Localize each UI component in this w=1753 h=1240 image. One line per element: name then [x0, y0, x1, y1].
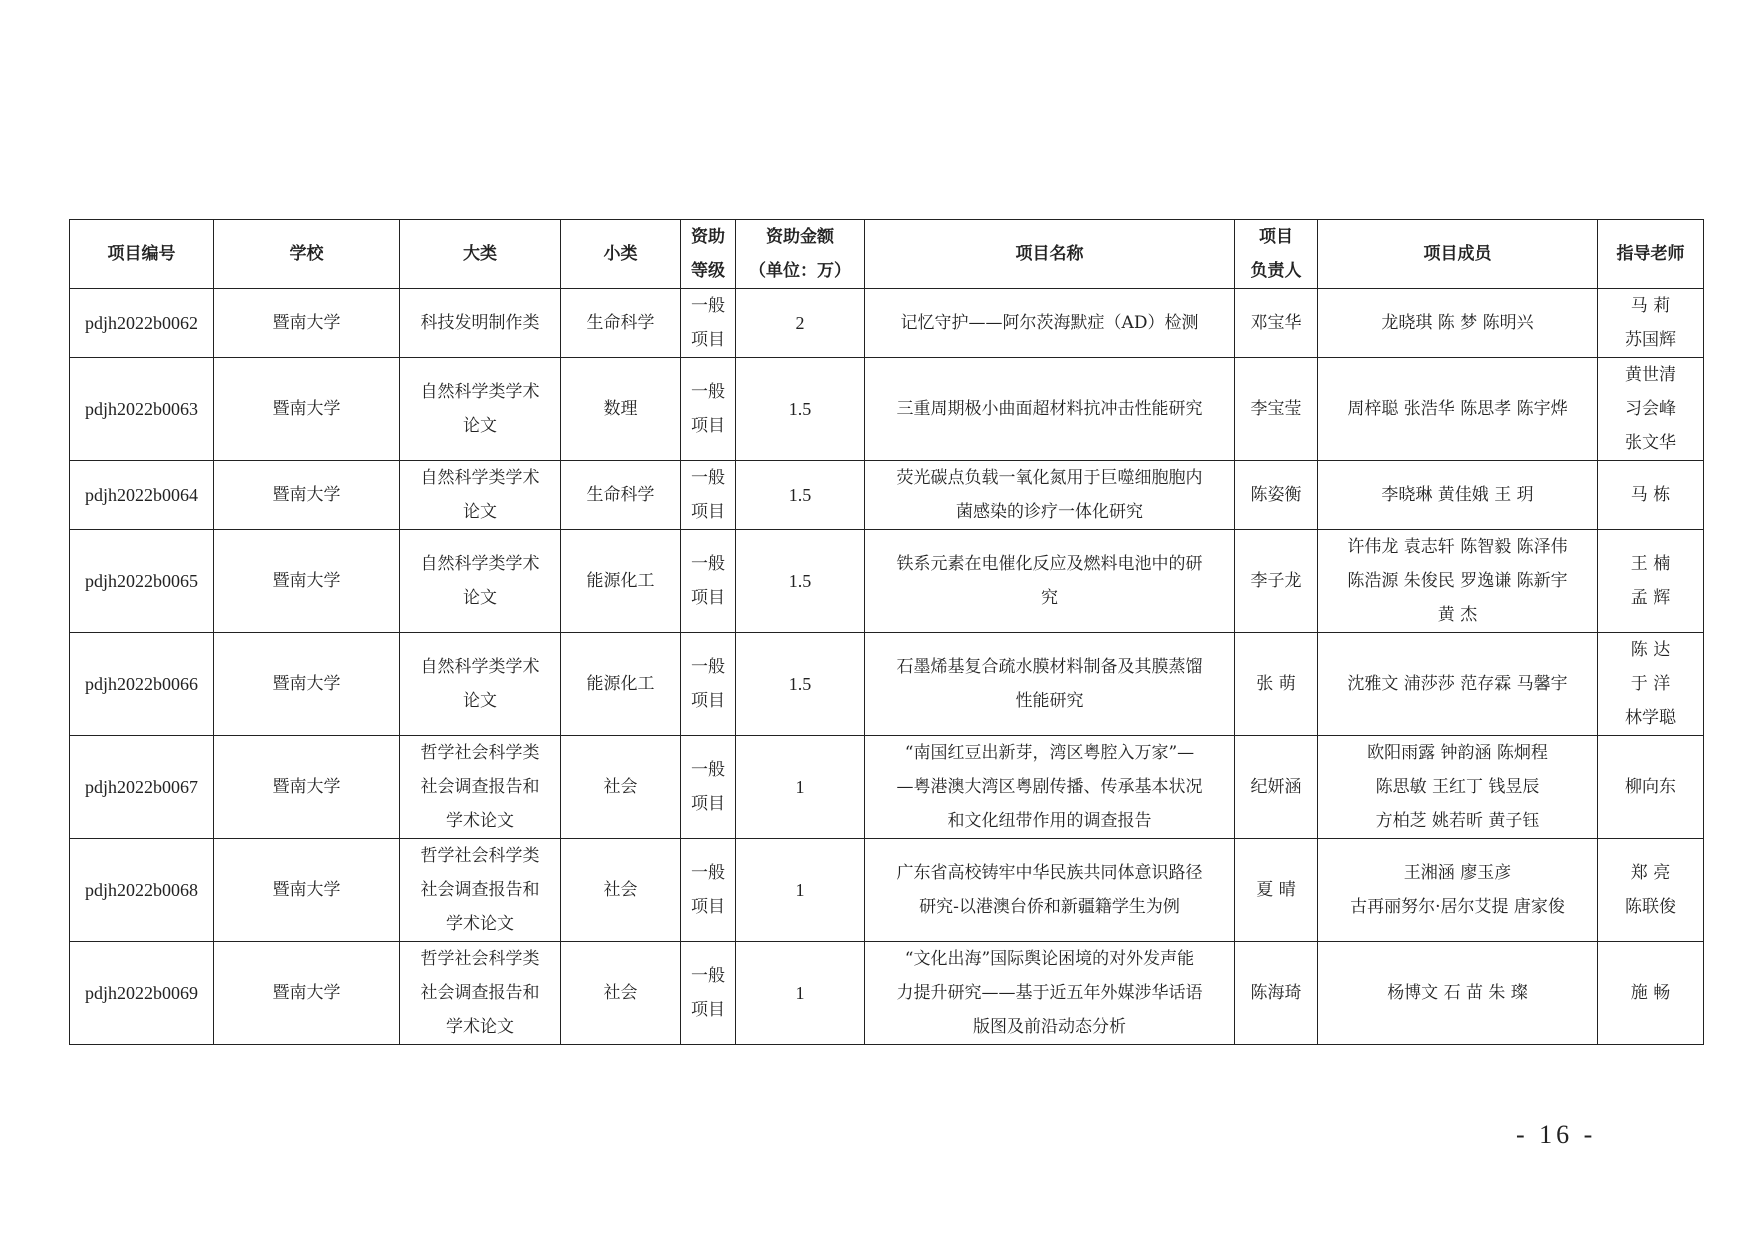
cell-subcategory: 社会 — [561, 736, 681, 839]
table-row — [70, 358, 1704, 461]
header-project-name: 项目名称 — [865, 220, 1235, 289]
cell-school: 暨南大学 — [214, 289, 400, 358]
cell-project-members: 沈雅文 浦莎莎 范存霖 马馨宇 — [1318, 633, 1598, 736]
cell-category: 科技发明制作类 — [400, 289, 561, 358]
cell-subcategory: 能源化工 — [561, 633, 681, 736]
cell-project-code: pdjh2022b0063 — [70, 358, 214, 461]
cell-funding-level: 一般 项目 — [681, 461, 736, 530]
cell-funding-level: 一般 项目 — [681, 839, 736, 942]
header-funding-level: 资助 等级 — [681, 220, 736, 289]
cell-category: 自然科学类学术 论文 — [400, 461, 561, 530]
page-number: - 16 - — [1516, 1120, 1597, 1149]
table-header-row — [70, 220, 1704, 289]
table-row — [70, 942, 1704, 1045]
grant-project-table — [69, 219, 1704, 1045]
cell-school: 暨南大学 — [214, 942, 400, 1045]
cell-project-leader: 陈姿衡 — [1235, 461, 1318, 530]
cell-project-members: 周梓聪 张浩华 陈思孝 陈宇烨 — [1318, 358, 1598, 461]
cell-category: 哲学社会科学类 社会调查报告和 学术论文 — [400, 839, 561, 942]
cell-school: 暨南大学 — [214, 461, 400, 530]
cell-project-members: 欧阳雨露 钟韵涵 陈炯程 陈思敏 王红丁 钱昱辰 方柏芝 姚若昕 黄子钰 — [1318, 736, 1598, 839]
cell-project-name: “文化出海”国际舆论困境的对外发声能 力提升研究——基于近五年外媒涉华话语 版图及前沿动态分析 — [865, 942, 1235, 1045]
cell-funding-amount: 1 — [736, 942, 865, 1045]
header-project-members: 项目成员 — [1318, 220, 1598, 289]
cell-project-name: “南国红豆出新芽，湾区粤腔入万家”— —粤港澳大湾区粤剧传播、传承基本状况 和文化纽带作用的调查报告 — [865, 736, 1235, 839]
cell-project-leader: 纪妍涵 — [1235, 736, 1318, 839]
header-advisor: 指导老师 — [1598, 220, 1704, 289]
cell-project-code: pdjh2022b0068 — [70, 839, 214, 942]
cell-project-members: 李晓琳 黄佳娥 王 玥 — [1318, 461, 1598, 530]
cell-advisor: 马 栋 — [1598, 461, 1704, 530]
cell-school: 暨南大学 — [214, 530, 400, 633]
cell-funding-level: 一般 项目 — [681, 736, 736, 839]
cell-subcategory: 社会 — [561, 942, 681, 1045]
cell-funding-level: 一般 项目 — [681, 289, 736, 358]
cell-project-members: 许伟龙 袁志轩 陈智毅 陈泽伟 陈浩源 朱俊民 罗逸谦 陈新宇 黄 杰 — [1318, 530, 1598, 633]
cell-advisor: 王 楠 孟 辉 — [1598, 530, 1704, 633]
cell-funding-amount: 2 — [736, 289, 865, 358]
cell-project-members: 龙晓琪 陈 梦 陈明兴 — [1318, 289, 1598, 358]
cell-project-name: 广东省高校铸牢中华民族共同体意识路径 研究-以港澳台侨和新疆籍学生为例 — [865, 839, 1235, 942]
table-row — [70, 839, 1704, 942]
cell-advisor: 黄世清 习会峰 张文华 — [1598, 358, 1704, 461]
cell-category: 哲学社会科学类 社会调查报告和 学术论文 — [400, 942, 561, 1045]
cell-advisor: 施 畅 — [1598, 942, 1704, 1045]
cell-project-members: 王湘涵 廖玉彦 古再丽努尔·居尔艾提 唐家俊 — [1318, 839, 1598, 942]
cell-project-code: pdjh2022b0062 — [70, 289, 214, 358]
cell-funding-amount: 1.5 — [736, 461, 865, 530]
cell-project-leader: 陈海琦 — [1235, 942, 1318, 1045]
table-row — [70, 736, 1704, 839]
cell-school: 暨南大学 — [214, 736, 400, 839]
cell-funding-amount: 1.5 — [736, 633, 865, 736]
cell-category: 哲学社会科学类 社会调查报告和 学术论文 — [400, 736, 561, 839]
cell-project-code: pdjh2022b0067 — [70, 736, 214, 839]
cell-project-name: 记忆守护——阿尔茨海默症（AD）检测 — [865, 289, 1235, 358]
cell-school: 暨南大学 — [214, 633, 400, 736]
cell-project-members: 杨博文 石 苗 朱 璨 — [1318, 942, 1598, 1045]
cell-funding-amount: 1 — [736, 839, 865, 942]
cell-subcategory: 生命科学 — [561, 461, 681, 530]
cell-funding-amount: 1 — [736, 736, 865, 839]
cell-subcategory: 能源化工 — [561, 530, 681, 633]
cell-school: 暨南大学 — [214, 358, 400, 461]
cell-funding-amount: 1.5 — [736, 358, 865, 461]
cell-funding-level: 一般 项目 — [681, 942, 736, 1045]
cell-advisor: 郑 亮 陈联俊 — [1598, 839, 1704, 942]
table-row — [70, 530, 1704, 633]
table-row — [70, 289, 1704, 358]
cell-funding-level: 一般 项目 — [681, 633, 736, 736]
cell-project-code: pdjh2022b0069 — [70, 942, 214, 1045]
cell-project-leader: 李宝莹 — [1235, 358, 1318, 461]
header-school: 学校 — [214, 220, 400, 289]
cell-subcategory: 数理 — [561, 358, 681, 461]
cell-project-leader: 张 萌 — [1235, 633, 1318, 736]
table-row — [70, 461, 1704, 530]
cell-project-name: 荧光碳点负载一氧化氮用于巨噬细胞胞内 菌感染的诊疗一体化研究 — [865, 461, 1235, 530]
header-funding-amount: 资助金额 （单位：万） — [736, 220, 865, 289]
cell-project-code: pdjh2022b0066 — [70, 633, 214, 736]
cell-project-name: 铁系元素在电催化反应及燃料电池中的研 究 — [865, 530, 1235, 633]
cell-category: 自然科学类学术 论文 — [400, 358, 561, 461]
header-project-leader: 项目 负责人 — [1235, 220, 1318, 289]
cell-funding-amount: 1.5 — [736, 530, 865, 633]
cell-project-leader: 夏 晴 — [1235, 839, 1318, 942]
cell-funding-level: 一般 项目 — [681, 530, 736, 633]
cell-project-code: pdjh2022b0065 — [70, 530, 214, 633]
cell-advisor: 马 莉 苏国辉 — [1598, 289, 1704, 358]
cell-funding-level: 一般 项目 — [681, 358, 736, 461]
header-subcategory: 小类 — [561, 220, 681, 289]
table-row — [70, 633, 1704, 736]
header-project-code: 项目编号 — [70, 220, 214, 289]
cell-school: 暨南大学 — [214, 839, 400, 942]
cell-subcategory: 社会 — [561, 839, 681, 942]
cell-project-code: pdjh2022b0064 — [70, 461, 214, 530]
cell-project-leader: 邓宝华 — [1235, 289, 1318, 358]
cell-category: 自然科学类学术 论文 — [400, 633, 561, 736]
cell-advisor: 陈 达 于 洋 林学聪 — [1598, 633, 1704, 736]
header-category: 大类 — [400, 220, 561, 289]
cell-subcategory: 生命科学 — [561, 289, 681, 358]
cell-project-leader: 李子龙 — [1235, 530, 1318, 633]
cell-project-name: 石墨烯基复合疏水膜材料制备及其膜蒸馏 性能研究 — [865, 633, 1235, 736]
cell-project-name: 三重周期极小曲面超材料抗冲击性能研究 — [865, 358, 1235, 461]
cell-category: 自然科学类学术 论文 — [400, 530, 561, 633]
cell-advisor: 柳向东 — [1598, 736, 1704, 839]
